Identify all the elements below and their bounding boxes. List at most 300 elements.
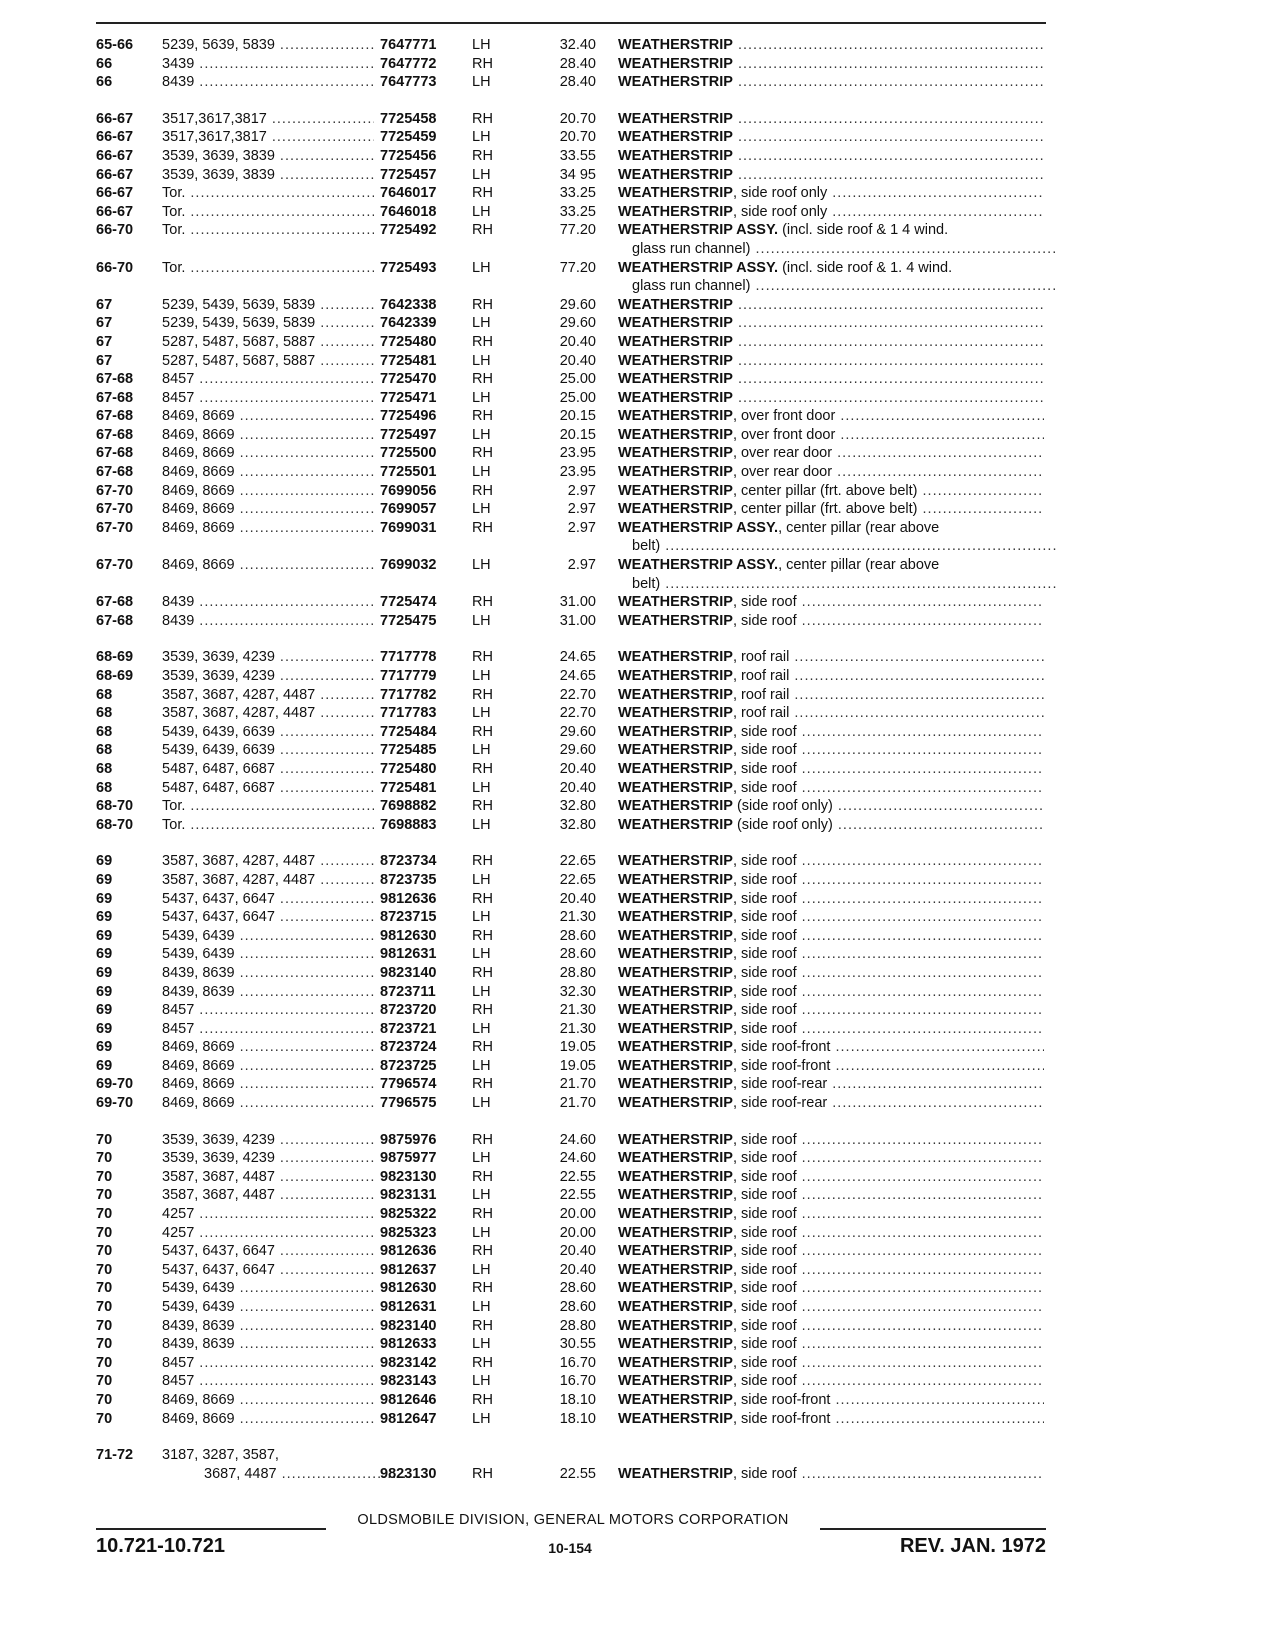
side: RH	[472, 853, 493, 870]
part-number: 9812630	[380, 1280, 437, 1297]
description	[618, 352, 1044, 371]
part-number: 7725459	[380, 129, 437, 146]
model-year: 66	[96, 74, 113, 91]
part-number: 7646018	[380, 203, 437, 220]
model-year: 71-72	[96, 1447, 134, 1464]
description-detail: , side roof	[732, 1206, 797, 1223]
description	[618, 314, 1044, 333]
description	[618, 1354, 1044, 1373]
model-numbers: 8439, 8639 .....	[162, 983, 374, 1002]
model-year: 67-68	[96, 594, 134, 611]
description-detail: , side roof	[732, 1168, 797, 1185]
table-row	[0, 1279, 1274, 1298]
description-title: WEATHERSTRIP	[618, 464, 733, 481]
part-number: 7725485	[380, 742, 437, 759]
description-detail: , side roof	[732, 909, 797, 926]
price: 29.60	[559, 742, 596, 759]
table-row	[0, 1465, 1274, 1484]
table-row	[0, 1410, 1274, 1429]
model-year: 69	[96, 1002, 113, 1019]
description	[618, 1131, 1044, 1150]
price: 29.60	[559, 315, 596, 332]
price: 20.40	[559, 1243, 596, 1260]
description	[618, 1149, 1044, 1168]
model-numbers: Tor. .....	[162, 797, 374, 816]
footer-rule-right	[820, 1528, 1046, 1530]
description-title: WEATHERSTRIP	[618, 389, 733, 406]
table-row	[0, 55, 1274, 74]
side: LH	[472, 779, 491, 796]
model-year: 69	[96, 964, 113, 981]
description	[618, 927, 1044, 946]
table-row	[0, 704, 1274, 723]
model-numbers: 8439, 8639 .....	[162, 1317, 374, 1336]
part-number: 7699057	[380, 501, 437, 518]
description-title: WEATHERSTRIP	[618, 1410, 733, 1427]
table-row	[0, 259, 1274, 278]
table-row	[0, 797, 1274, 816]
table-row	[0, 1038, 1274, 1057]
description-title: WEATHERSTRIP	[618, 1373, 733, 1390]
description-detail: , side roof	[732, 1280, 797, 1297]
part-number: 9875977	[380, 1150, 437, 1167]
part-number: 7717782	[380, 686, 437, 703]
model-year: 70	[96, 1336, 113, 1353]
model-numbers: Tor. .....	[162, 259, 374, 278]
description	[618, 1410, 1044, 1429]
description-title: WEATHERSTRIP	[618, 1131, 733, 1148]
side: LH	[472, 983, 491, 1000]
price: 32.80	[559, 816, 596, 833]
description-title: WEATHERSTRIP	[618, 147, 733, 164]
part-number: 7647773	[380, 74, 437, 91]
model-year: 70	[96, 1168, 113, 1185]
price: 22.70	[559, 705, 596, 722]
table-row	[0, 444, 1274, 463]
top-rule	[96, 22, 1046, 24]
table-row	[0, 184, 1274, 203]
side: LH	[472, 1410, 491, 1427]
side: RH	[472, 686, 493, 703]
price: 28.80	[559, 1317, 596, 1334]
price: 20.40	[559, 352, 596, 369]
model-year: 70	[96, 1261, 113, 1278]
table-row	[0, 760, 1274, 779]
description	[618, 704, 1044, 723]
side: LH	[472, 705, 491, 722]
model-numbers: 8457 .....	[162, 389, 374, 408]
description-detail: , center pillar (frt. above belt)	[732, 501, 918, 518]
model-numbers: 3587, 3687, 4487 .....	[162, 1186, 374, 1205]
side: LH	[472, 426, 491, 443]
description	[618, 55, 1044, 74]
side: LH	[472, 1336, 491, 1353]
model-year: 67-68	[96, 445, 134, 462]
description-title: WEATHERSTRIP	[618, 1261, 733, 1278]
description	[618, 1372, 1044, 1391]
model-numbers: 8457 .....	[162, 1020, 374, 1039]
table-row-continuation	[0, 240, 1274, 259]
table-row	[0, 1131, 1274, 1150]
part-number: 8723735	[380, 871, 437, 888]
part-number: 9823140	[380, 1317, 437, 1334]
model-year: 69	[96, 871, 113, 888]
description	[618, 482, 1044, 501]
price: 20.15	[559, 426, 596, 443]
description-title: WEATHERSTRIP	[618, 371, 733, 388]
description	[618, 463, 1044, 482]
model-year: 70	[96, 1187, 113, 1204]
model-numbers: 3187, 3287, 3587,	[162, 1447, 279, 1464]
part-number: 7796575	[380, 1095, 437, 1112]
price: 18.10	[559, 1410, 596, 1427]
model-numbers: 8439, 8639 .....	[162, 1335, 374, 1354]
model-numbers: Tor. .....	[162, 816, 374, 835]
price: 28.60	[559, 1280, 596, 1297]
description	[618, 166, 1044, 185]
model-numbers: 5439, 6439 .....	[162, 927, 374, 946]
table-row-continuation	[0, 277, 1274, 296]
description	[618, 741, 1044, 760]
part-number: 7725481	[380, 779, 437, 796]
side: LH	[472, 203, 491, 220]
description-title: WEATHERSTRIP	[618, 1354, 733, 1371]
description-detail: (side roof only)	[732, 798, 833, 815]
part-number: 9812630	[380, 927, 437, 944]
description-detail: (incl. side roof & 1. 4 wind.	[778, 259, 953, 276]
footer-revision: REV. JAN. 1972	[899, 1535, 1046, 1557]
part-number: 9875976	[380, 1131, 437, 1148]
table-row	[0, 686, 1274, 705]
description-detail: , side roof-rear	[732, 1095, 828, 1112]
model-year: 69-70	[96, 1076, 134, 1093]
description-title: WEATHERSTRIP	[618, 55, 733, 72]
model-numbers: 3687, 4487 .....	[162, 1465, 416, 1484]
description-title: WEATHERSTRIP	[618, 612, 733, 629]
price: 21.70	[559, 1076, 596, 1093]
table-row	[0, 203, 1274, 222]
part-number: 7699032	[380, 557, 437, 574]
table-row	[0, 296, 1274, 315]
table-row	[0, 482, 1274, 501]
model-year: 69	[96, 1020, 113, 1037]
description	[618, 1391, 1044, 1410]
price: 34 95	[559, 166, 596, 183]
model-year: 69-70	[96, 1095, 134, 1112]
description-title: WEATHERSTRIP	[618, 426, 733, 443]
model-year: 67-70	[96, 519, 134, 536]
description-title: WEATHERSTRIP	[618, 983, 733, 1000]
model-year: 65-66	[96, 37, 134, 53]
part-number: 7725484	[380, 723, 437, 740]
description	[618, 110, 1044, 129]
description	[618, 556, 1044, 575]
description-title: WEATHERSTRIP	[618, 1002, 733, 1019]
side: RH	[472, 296, 493, 313]
description	[618, 1057, 1044, 1076]
table-row	[0, 648, 1274, 667]
description	[618, 593, 1044, 612]
description	[618, 816, 1044, 835]
footer-section-number: 10.721-10.721	[96, 1535, 226, 1557]
model-year: 66-70	[96, 222, 134, 239]
table-row	[0, 314, 1274, 333]
side: RH	[472, 408, 493, 425]
side: LH	[472, 129, 491, 146]
table-row	[0, 463, 1274, 482]
model-numbers: 3587, 3687, 4287, 4487 .....	[162, 704, 374, 723]
table-row	[0, 1354, 1274, 1373]
model-year: 68	[96, 723, 113, 740]
table-row	[0, 1205, 1274, 1224]
model-year: 70	[96, 1410, 113, 1427]
price: 19.05	[559, 1039, 596, 1056]
model-numbers: 8469, 8669 .....	[162, 407, 374, 426]
description-title: WEATHERSTRIP	[618, 333, 733, 350]
model-year: 69	[96, 909, 113, 926]
table-row	[0, 1094, 1274, 1113]
description-title: WEATHERSTRIP	[618, 686, 733, 703]
model-year: 66-67	[96, 110, 134, 127]
side: RH	[472, 1168, 493, 1185]
model-numbers: 8469, 8669 .....	[162, 1057, 374, 1076]
side: LH	[472, 909, 491, 926]
model-numbers: 3539, 3639, 3839 .....	[162, 166, 374, 185]
model-year: 70	[96, 1224, 113, 1241]
table-row	[0, 352, 1274, 371]
table-row	[0, 370, 1274, 389]
model-numbers: 8469, 8669 .....	[162, 1075, 374, 1094]
part-number: 7647771	[380, 37, 437, 53]
description	[618, 1335, 1044, 1354]
part-number: 9812636	[380, 1243, 437, 1260]
description-detail: , roof rail	[732, 668, 790, 684]
model-numbers: 3517,3617,3817 .....	[162, 110, 374, 129]
part-number: 7717783	[380, 705, 437, 722]
description-detail: , over front door	[732, 408, 836, 425]
price: 32.30	[559, 983, 596, 1000]
description-title: WEATHERSTRIP	[618, 1280, 733, 1297]
model-numbers: 5439, 6439 .....	[162, 1298, 374, 1317]
part-number: 8723720	[380, 1002, 437, 1019]
model-numbers: 3439 .....	[162, 55, 374, 74]
model-year: 69	[96, 983, 113, 1000]
description	[618, 1261, 1044, 1280]
description-title: WEATHERSTRIP	[618, 1243, 733, 1260]
model-numbers: Tor. .....	[162, 221, 374, 240]
description	[618, 1224, 1044, 1243]
description-title: WEATHERSTRIP	[618, 296, 733, 313]
description-title: WEATHERSTRIP ASSY.	[618, 259, 779, 276]
description-title: WEATHERSTRIP	[618, 946, 733, 963]
description	[618, 370, 1044, 389]
price: 30.55	[559, 1336, 596, 1353]
description-detail: , side roof	[732, 594, 797, 611]
description-title: WEATHERSTRIP	[618, 927, 733, 944]
description-title: WEATHERSTRIP	[618, 668, 733, 684]
side: RH	[472, 1243, 493, 1260]
description	[618, 259, 1044, 278]
table-row	[0, 1001, 1274, 1020]
side: LH	[472, 1261, 491, 1278]
description-title: WEATHERSTRIP	[618, 798, 733, 815]
description-detail: , side roof	[732, 927, 797, 944]
price: 21.30	[559, 909, 596, 926]
price: 33.55	[559, 147, 596, 164]
description	[618, 890, 1044, 909]
price: 33.25	[559, 203, 596, 220]
description-title: WEATHERSTRIP ASSY.	[618, 222, 779, 239]
description-title: WEATHERSTRIP	[618, 1299, 733, 1315]
price: 28.80	[559, 964, 596, 981]
model-numbers: 3587, 3687, 4487 .....	[162, 1168, 374, 1187]
table-row	[0, 1391, 1274, 1410]
price: 20.40	[559, 779, 596, 796]
description-title: WEATHERSTRIP	[618, 1391, 733, 1408]
model-numbers: 5439, 6439 .....	[162, 1279, 374, 1298]
model-numbers: 8469, 8669 .....	[162, 1038, 374, 1057]
part-number: 7725474	[380, 594, 437, 611]
description	[618, 1038, 1044, 1057]
description-detail: , side roof only	[732, 203, 828, 220]
description-title: WEATHERSTRIP	[618, 1224, 733, 1241]
description	[618, 797, 1044, 816]
part-number: 9812646	[380, 1391, 437, 1408]
price: 16.70	[559, 1354, 596, 1371]
part-number: 8723724	[380, 1039, 437, 1056]
model-numbers: 5239, 5439, 5639, 5839 .....	[162, 314, 374, 333]
price: 24.65	[559, 668, 596, 684]
description-title: WEATHERSTRIP	[618, 37, 733, 53]
description-title: WEATHERSTRIP	[618, 723, 733, 740]
part-number: 9812636	[380, 890, 437, 907]
model-numbers: 8457 .....	[162, 1001, 374, 1020]
model-year: 66	[96, 55, 113, 72]
model-year: 70	[96, 1206, 113, 1223]
description-title: WEATHERSTRIP	[618, 482, 733, 499]
description-detail: , side roof	[732, 890, 797, 907]
description-detail: (incl. side roof & 1 4 wind.	[778, 222, 949, 239]
model-year: 69	[96, 1039, 113, 1056]
part-number: 7725493	[380, 259, 437, 276]
description-title: WEATHERSTRIP	[618, 594, 733, 611]
model-numbers: 3587, 3687, 4287, 4487 .....	[162, 686, 374, 705]
description-detail: , side roof	[732, 853, 797, 870]
table-row	[0, 1242, 1274, 1261]
description	[618, 519, 1044, 538]
side: RH	[472, 1354, 493, 1371]
side: RH	[472, 55, 493, 72]
side: LH	[472, 1373, 491, 1390]
model-year: 69	[96, 1057, 113, 1074]
side: LH	[472, 816, 491, 833]
side: RH	[472, 594, 493, 611]
description-detail: , side roof	[732, 1261, 797, 1278]
model-numbers: 5439, 6439, 6639 .....	[162, 741, 374, 760]
description	[618, 648, 1044, 667]
side: RH	[472, 1317, 493, 1334]
model-numbers: 8469, 8669 .....	[162, 1094, 374, 1113]
side: LH	[472, 259, 491, 276]
part-number: 7725480	[380, 333, 437, 350]
side: LH	[472, 871, 491, 888]
side: RH	[472, 445, 493, 462]
description-detail: , center pillar (rear above	[778, 557, 940, 574]
price: 20.40	[559, 760, 596, 777]
side: LH	[472, 1299, 491, 1315]
table-row	[0, 147, 1274, 166]
table-row	[0, 500, 1274, 519]
part-number: 8723715	[380, 909, 437, 926]
side: RH	[472, 222, 493, 239]
part-number: 7725497	[380, 426, 437, 443]
description-continuation: belt) .....	[618, 537, 1058, 556]
description-title: WEATHERSTRIP	[618, 445, 733, 462]
price: 20.40	[559, 333, 596, 350]
description-detail: , side roof	[732, 871, 797, 888]
price: 20.00	[559, 1224, 596, 1241]
side: LH	[472, 352, 491, 369]
table-row	[0, 871, 1274, 890]
part-number: 7725475	[380, 612, 437, 629]
description	[618, 184, 1044, 203]
price: 21.30	[559, 1002, 596, 1019]
model-numbers: 4257 .....	[162, 1205, 374, 1224]
description-title: WEATHERSTRIP	[618, 1206, 733, 1223]
model-year: 66-67	[96, 147, 134, 164]
description	[618, 723, 1044, 742]
table-row	[0, 1224, 1274, 1243]
description-detail: , side roof	[732, 1317, 797, 1334]
price: 22.55	[559, 1187, 596, 1204]
description	[618, 1075, 1044, 1094]
side: RH	[472, 723, 493, 740]
side: RH	[472, 798, 493, 815]
description	[618, 964, 1044, 983]
model-numbers: 8469, 8669 .....	[162, 482, 374, 501]
side: LH	[472, 315, 491, 332]
model-year: 69	[96, 927, 113, 944]
description-title: WEATHERSTRIP	[618, 315, 733, 332]
description-title: WEATHERSTRIP	[618, 203, 733, 220]
side: LH	[472, 501, 491, 518]
description	[618, 871, 1044, 890]
model-year: 68	[96, 742, 113, 759]
description	[618, 333, 1044, 352]
model-year: 66-70	[96, 259, 134, 276]
part-number: 7717778	[380, 649, 437, 666]
description-title: WEATHERSTRIP	[618, 1057, 733, 1074]
table-row	[0, 852, 1274, 871]
model-numbers: 5487, 6487, 6687 .....	[162, 760, 374, 779]
price: 32.40	[559, 37, 596, 53]
description-continuation: glass run channel) .....	[618, 240, 1058, 259]
model-year: 70	[96, 1150, 113, 1167]
price: 33.25	[559, 185, 596, 202]
model-numbers: 8439, 8639 .....	[162, 964, 374, 983]
table-row-continuation	[0, 575, 1274, 594]
price: 24.60	[559, 1131, 596, 1148]
table-row	[0, 741, 1274, 760]
side: RH	[472, 110, 493, 127]
price: 29.60	[559, 296, 596, 313]
part-number: 8723711	[380, 983, 436, 1000]
table-row	[0, 612, 1274, 631]
description-detail: , side roof-rear	[732, 1076, 828, 1093]
model-numbers: 8469, 8669 .....	[162, 426, 374, 445]
description	[618, 1094, 1044, 1113]
side: RH	[472, 649, 493, 666]
